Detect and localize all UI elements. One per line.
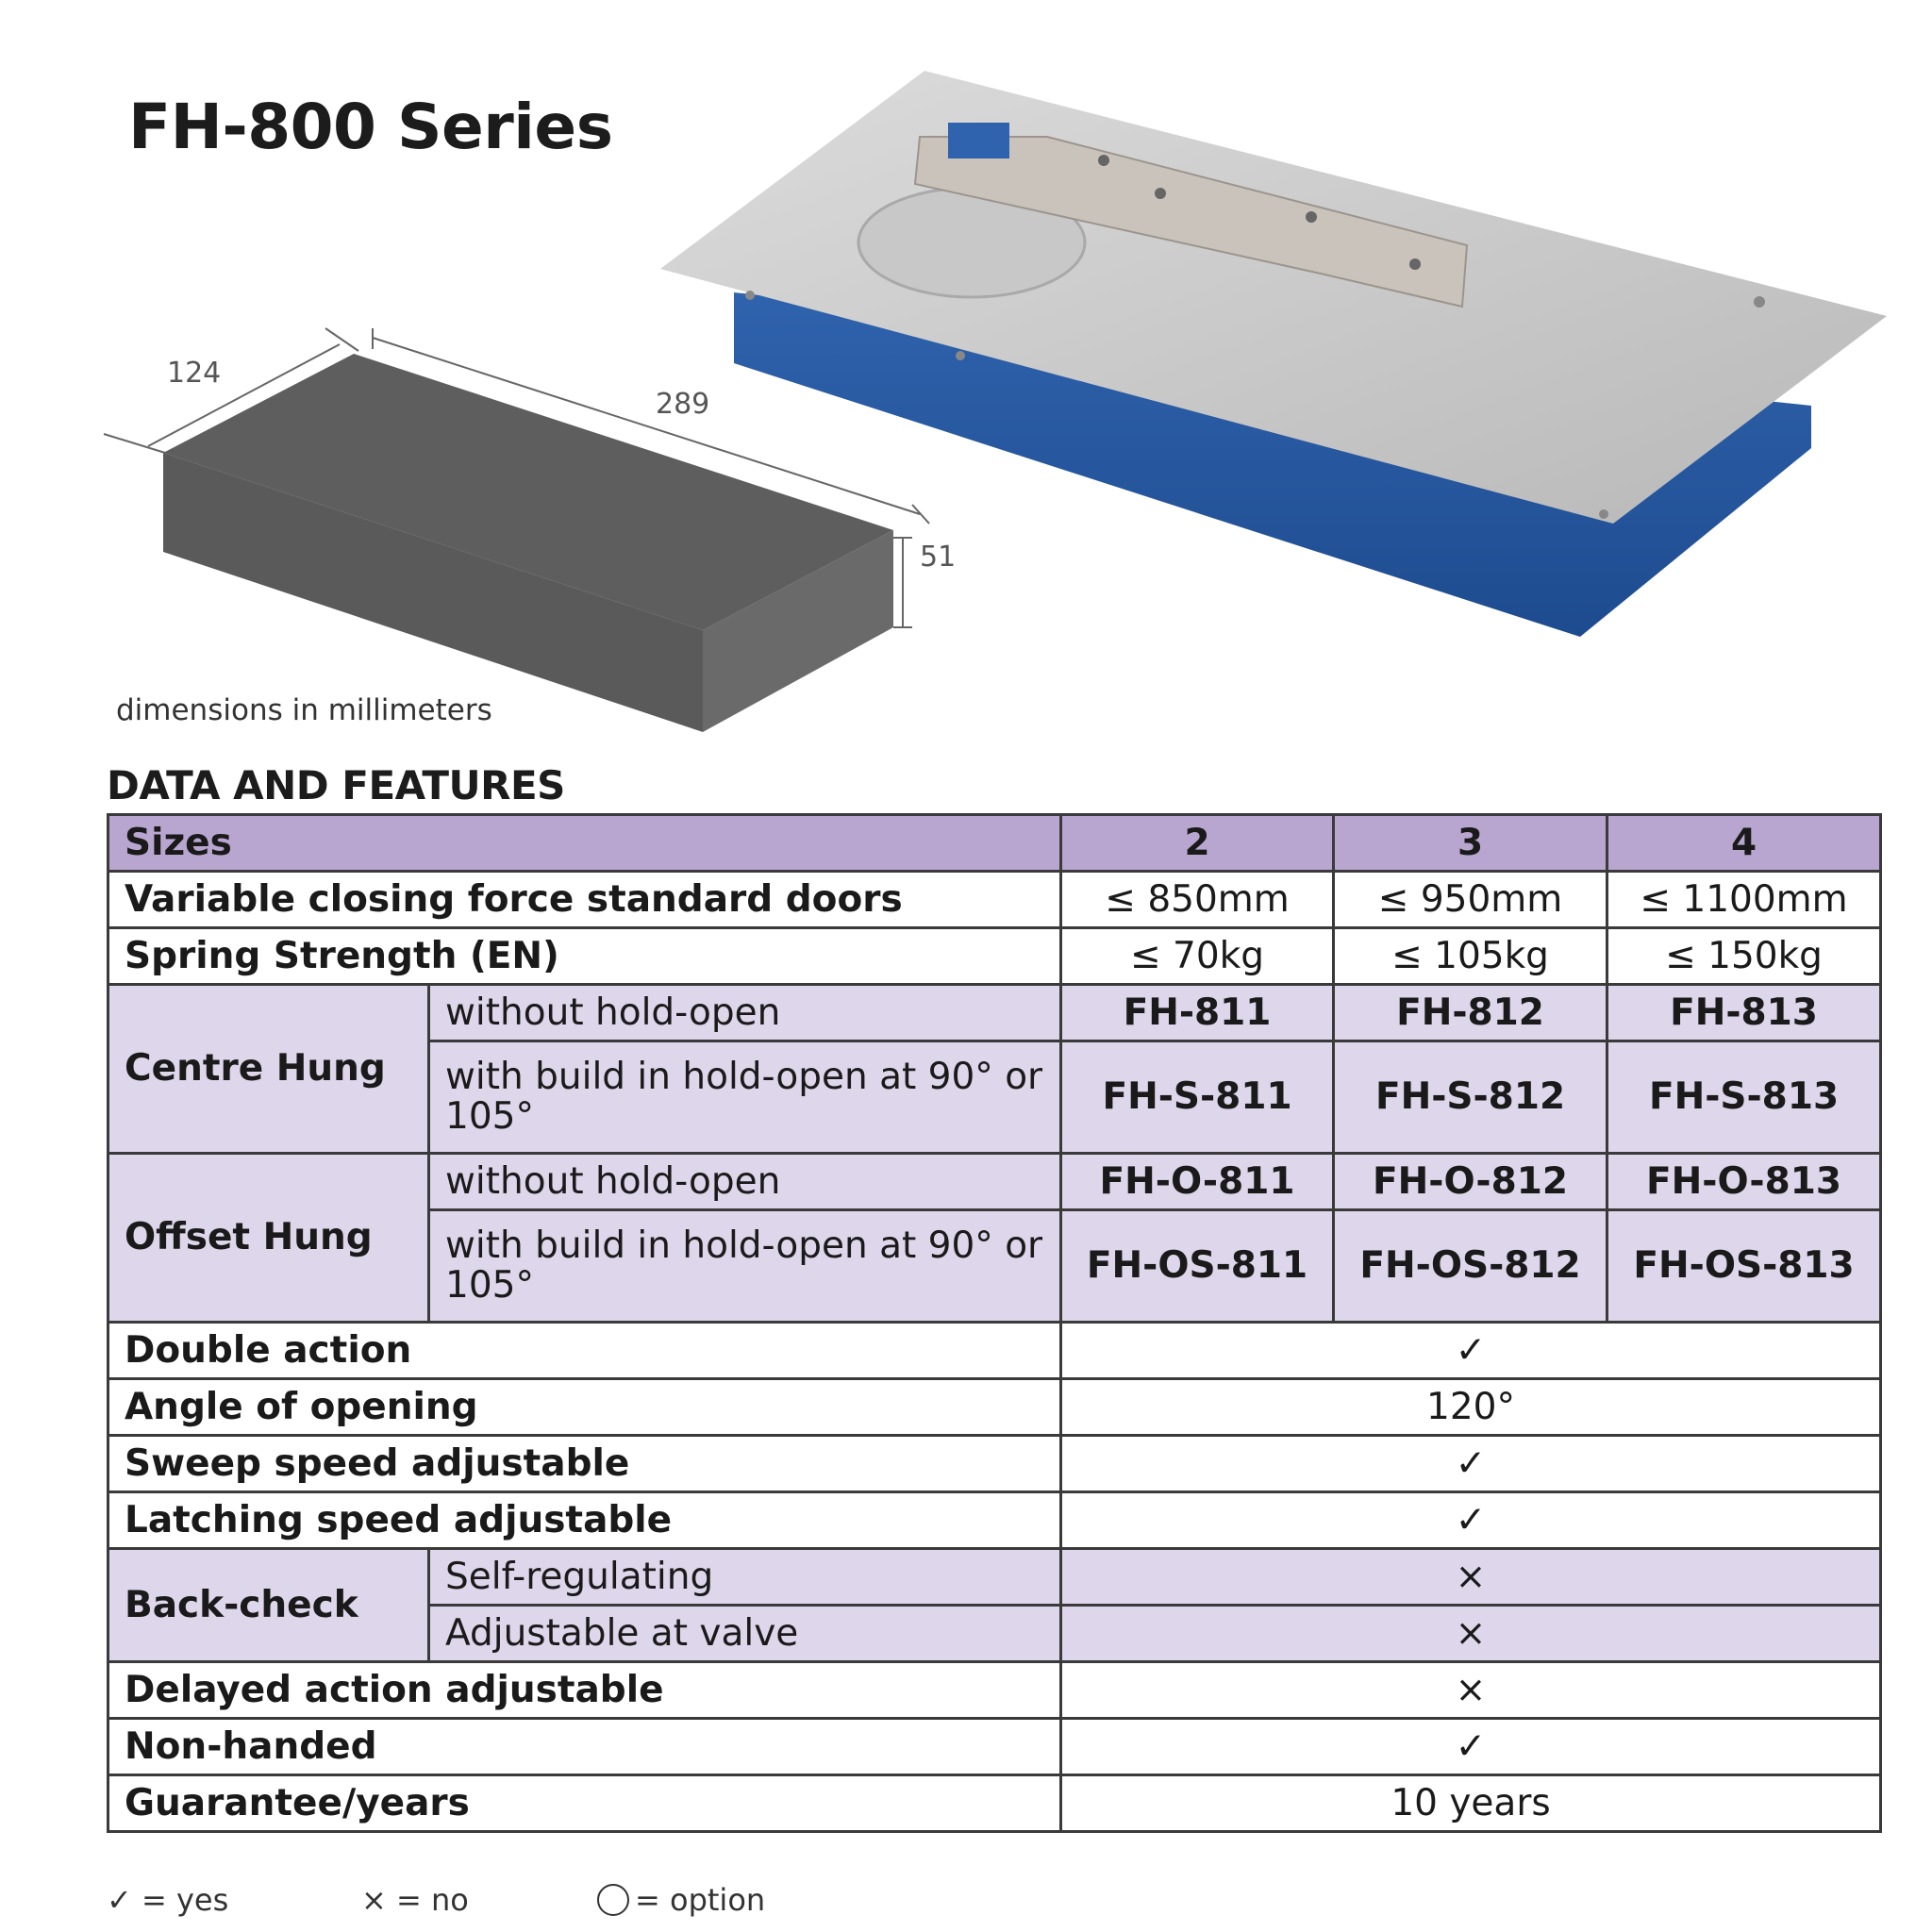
row-label: Variable closing force standard doors xyxy=(108,872,1061,928)
table-row xyxy=(108,1662,1881,1719)
row-label: Non-handed xyxy=(108,1719,1061,1775)
data-features-table xyxy=(107,813,1882,1833)
table-row xyxy=(108,1154,1881,1210)
legend-option xyxy=(597,1882,765,1918)
table-row xyxy=(108,815,1881,872)
check-mark: ✓ xyxy=(1061,1436,1881,1492)
group-label: Offset Hung xyxy=(108,1154,429,1323)
table-row xyxy=(108,1549,1881,1606)
legend xyxy=(107,1878,956,1925)
page-title: FH-800 Series xyxy=(128,91,613,163)
model-code: FH-OS-811 xyxy=(1061,1210,1334,1323)
row-label: Spring Strength (EN) xyxy=(108,928,1061,985)
row-label: Sweep speed adjustable xyxy=(108,1436,1061,1492)
size-col: 4 xyxy=(1607,815,1881,872)
circle-icon xyxy=(597,1884,629,1916)
sub-label: without hold-open xyxy=(429,1154,1061,1210)
model-code: FH-S-813 xyxy=(1607,1041,1881,1154)
model-code: FH-811 xyxy=(1061,985,1334,1041)
table-row xyxy=(108,1436,1881,1492)
product-image xyxy=(660,71,1887,656)
model-code: FH-O-812 xyxy=(1334,1154,1607,1210)
table-row xyxy=(108,1492,1881,1549)
group-label: Centre Hung xyxy=(108,985,429,1154)
table-row xyxy=(108,1719,1881,1775)
table-row xyxy=(108,1323,1881,1379)
cell-value: ≤ 950mm xyxy=(1334,872,1607,928)
sub-label: without hold-open xyxy=(429,985,1061,1041)
cross-mark: × xyxy=(1061,1662,1881,1719)
dim-height: 51 xyxy=(920,541,957,574)
sub-label: with build in hold-open at 90° or 105° xyxy=(429,1041,1061,1154)
table-row xyxy=(108,1775,1881,1832)
group-label: Back-check xyxy=(108,1549,429,1662)
sizes-label: Sizes xyxy=(108,815,1061,872)
check-mark: ✓ xyxy=(1061,1323,1881,1379)
row-label: Angle of opening xyxy=(108,1379,1061,1436)
table-row xyxy=(108,872,1881,928)
sub-label: Adjustable at valve xyxy=(429,1606,1061,1662)
cell-value: ≤ 850mm xyxy=(1061,872,1334,928)
table-row xyxy=(108,1379,1881,1436)
dim-width: 124 xyxy=(167,357,222,390)
table-row xyxy=(108,928,1881,985)
cell-value: ≤ 1100mm xyxy=(1607,872,1881,928)
legend-option-label: = option xyxy=(635,1882,766,1918)
section-title: DATA AND FEATURES xyxy=(107,762,565,808)
cross-mark: × xyxy=(1061,1549,1881,1606)
cell-value: 120° xyxy=(1061,1379,1881,1436)
row-label: Double action xyxy=(108,1323,1061,1379)
row-label: Guarantee/years xyxy=(108,1775,1061,1832)
arm-blue-insert xyxy=(948,123,1009,158)
dim-length: 289 xyxy=(656,388,710,421)
model-code: FH-813 xyxy=(1607,985,1881,1041)
model-code: FH-O-813 xyxy=(1607,1154,1881,1210)
cross-mark: × xyxy=(1061,1606,1881,1662)
legend-yes: ✓ = yes xyxy=(107,1882,229,1918)
cell-value: ≤ 105kg xyxy=(1334,928,1607,985)
model-code: FH-OS-813 xyxy=(1607,1210,1881,1323)
legend-no: × = no xyxy=(361,1882,469,1918)
dimensions-note: dimensions in millimeters xyxy=(116,693,492,727)
cell-value: 10 years xyxy=(1061,1775,1881,1832)
check-mark: ✓ xyxy=(1061,1492,1881,1549)
size-col: 3 xyxy=(1334,815,1607,872)
size-col: 2 xyxy=(1061,815,1334,872)
row-label: Delayed action adjustable xyxy=(108,1662,1061,1719)
model-code: FH-O-811 xyxy=(1061,1154,1334,1210)
sub-label: Self-regulating xyxy=(429,1549,1061,1606)
model-code: FH-OS-812 xyxy=(1334,1210,1607,1323)
check-mark: ✓ xyxy=(1061,1719,1881,1775)
cell-value: ≤ 70kg xyxy=(1061,928,1334,985)
model-code: FH-S-811 xyxy=(1061,1041,1334,1154)
model-code: FH-812 xyxy=(1334,985,1607,1041)
model-code: FH-S-812 xyxy=(1334,1041,1607,1154)
sub-label: with build in hold-open at 90° or 105° xyxy=(429,1210,1061,1323)
row-label: Latching speed adjustable xyxy=(108,1492,1061,1549)
cell-value: ≤ 150kg xyxy=(1607,928,1881,985)
table-row xyxy=(108,985,1881,1041)
